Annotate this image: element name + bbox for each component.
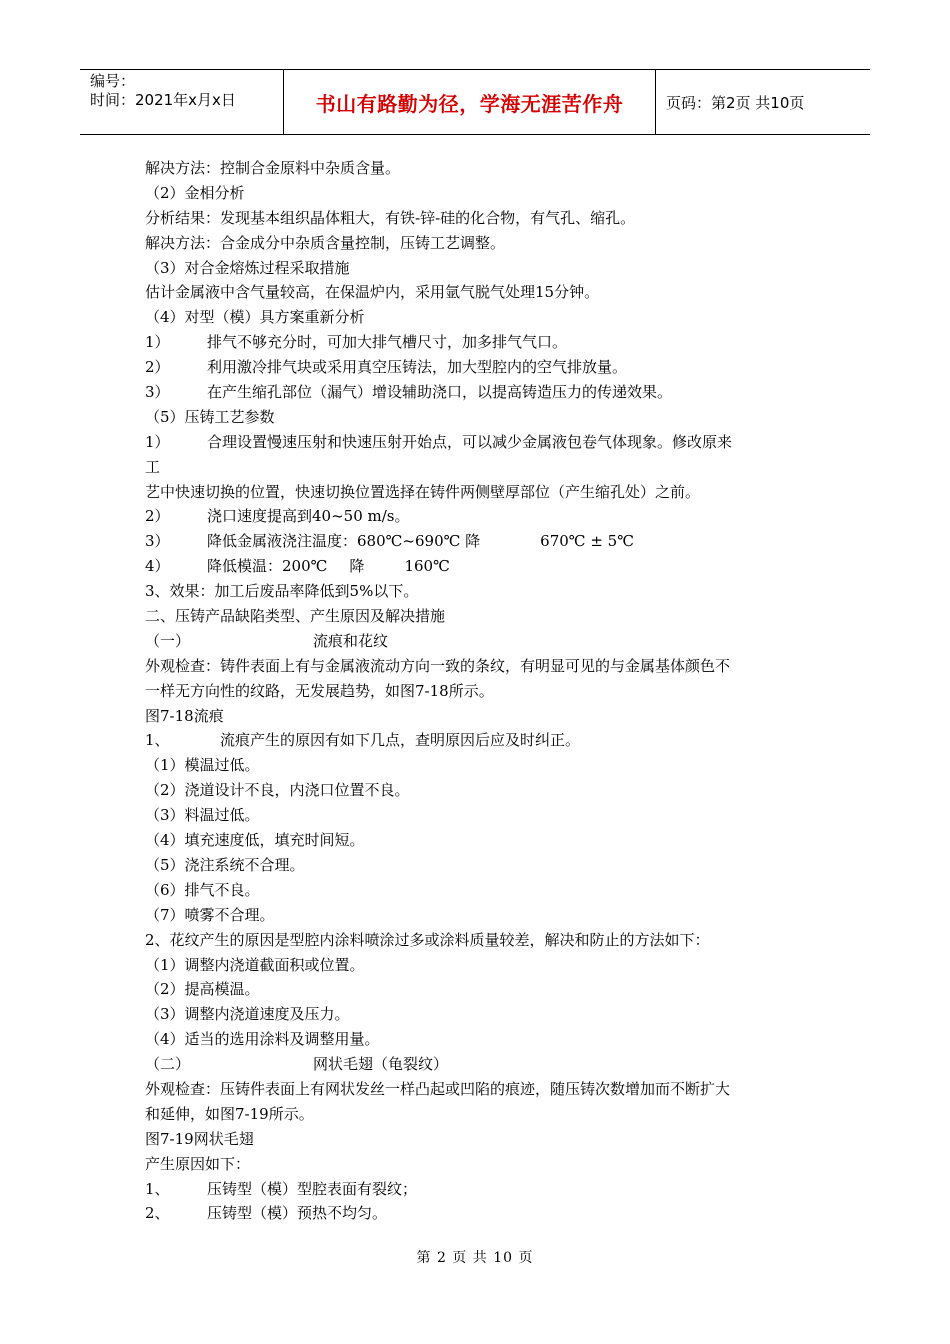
list-text: 流痕产生的原因有如下几点，查明原因后应及时纠正。: [220, 731, 581, 750]
header-meta: [80, 70, 283, 134]
header-motto-cell: [283, 70, 656, 134]
list-number: 1）: [145, 333, 170, 352]
list-item: [145, 504, 810, 529]
body-line: 分析结果：发现基本组织晶体粗大，有铁-锌-硅的化合物，有气孔、缩孔。: [145, 208, 636, 227]
body-line: 一样无方向性的纹路，无发展趋势，如图7-18所示。: [145, 681, 494, 700]
list-number: 2）: [145, 358, 170, 377]
list-number: 2、: [145, 1204, 170, 1223]
list-text: 670℃ ± 5℃: [540, 532, 635, 551]
list-item: （4）适当的选用涂料及调整用量。: [145, 1030, 380, 1049]
list-item: （1）调整内浇道截面积或位置。: [145, 955, 365, 974]
list-item: [145, 330, 810, 355]
list-item: （2）浇道设计不良，内浇口位置不良。: [145, 781, 410, 800]
list-number: （二）: [145, 1055, 191, 1074]
page-footer: 第 2 页 共 10 页: [416, 1250, 534, 1266]
list-number: 1）: [145, 432, 170, 451]
list-item: [145, 1177, 810, 1202]
section-heading: （4）对型（模）具方案重新分析: [145, 308, 365, 327]
list-item: （6）排气不良。: [145, 880, 260, 899]
list-item: [145, 380, 810, 405]
body-line: 解决方法：合金成分中杂质含量控制，压铸工艺调整。: [145, 233, 506, 252]
document-body: [145, 156, 810, 1226]
body-line: 工: [145, 457, 161, 476]
list-item: [145, 728, 810, 753]
figure-caption: 图7-19网状毛翅: [145, 1129, 254, 1148]
list-number: （一）: [145, 631, 191, 650]
body-line: 2、花纹产生的原因是型腔内涂料喷涂过多或涂料质量较差，解决和防止的方法如下：: [145, 930, 710, 949]
list-item: （1）模温过低。: [145, 756, 260, 775]
list-item: （3）料温过低。: [145, 806, 260, 825]
header-page-info: [656, 70, 870, 134]
list-text: 网状毛翅（龟裂纹）: [313, 1055, 449, 1074]
body-line: 艺中快速切换的位置，快速切换位置选择在铸件两侧壁厚部位（产生缩孔处）之前。: [145, 482, 701, 501]
list-text: 压铸型（模）型腔表面有裂纹；: [207, 1179, 418, 1198]
list-text: 排气不够充分时，可加大排气槽尺寸，加多排气气口。: [207, 333, 568, 352]
list-number: 1、: [145, 731, 170, 750]
body-line: 估计金属液中含气量较高，在保温炉内，采用氩气脱气处理15分钟。: [145, 283, 600, 302]
list-text: 合理设置慢速压射和快速压射开始点，可以减少金属液包卷气体现象。修改原来: [207, 432, 733, 451]
page-header: [80, 69, 870, 135]
list-text: 流痕和花纹: [313, 631, 389, 650]
list-item: [145, 355, 810, 380]
section-heading: （5）压铸工艺参数: [145, 407, 275, 426]
body-line: 和延伸，如图7-19所示。: [145, 1104, 314, 1123]
list-item: [145, 430, 810, 455]
list-item: （2）提高模温。: [145, 980, 260, 999]
list-number: 1、: [145, 1179, 170, 1198]
list-item: [145, 554, 810, 579]
figure-caption: 图7-18流痕: [145, 706, 224, 725]
list-text: 利用激冷排气块或采用真空压铸法，加大型腔内的空气排放量。: [207, 358, 628, 377]
list-item: [145, 529, 810, 554]
doc-date: 时间：2021年x月x日: [90, 91, 236, 109]
list-text: 降低模温：200℃: [207, 557, 328, 576]
list-item: [145, 1201, 810, 1226]
body-line: 3、效果：加工后废品率降低到5%以下。: [145, 582, 419, 601]
list-text: 在产生缩孔部位（漏气）增设辅助浇口，以提高铸造压力的传递效果。: [207, 383, 673, 402]
list-text: 降: [349, 557, 365, 576]
list-item: （3）调整内浇道速度及压力。: [145, 1005, 350, 1024]
list-text: 压铸型（模）预热不均匀。: [207, 1204, 388, 1223]
page-number-text: 页码：第2页 共10页: [666, 93, 805, 112]
subsection-heading: [145, 629, 810, 654]
list-number: 3）: [145, 532, 170, 551]
list-text: 浇口速度提高到40~50 m/s。: [207, 507, 410, 526]
list-item: （5）浇注系统不合理。: [145, 855, 305, 874]
body-line: 产生原因如下：: [145, 1154, 251, 1173]
list-number: 2）: [145, 507, 170, 526]
doc-number-label: 编号：: [90, 72, 136, 90]
section-heading: （3）对合金熔炼过程采取措施: [145, 258, 350, 277]
body-line: 解决方法：控制合金原料中杂质含量。: [145, 159, 401, 177]
subsection-heading: [145, 1052, 810, 1077]
list-number: 3）: [145, 383, 170, 402]
section-heading: （2）金相分析: [145, 183, 245, 202]
body-line: 外观检查：铸件表面上有与金属液流动方向一致的条纹，有明显可见的与金属基体颜色不: [145, 656, 731, 675]
body-line: 外观检查：压铸件表面上有网状发丝一样凸起或凹陷的痕迹，随压铸次数增加而不断扩大: [145, 1079, 731, 1098]
list-item: （4）填充速度低，填充时间短。: [145, 831, 365, 850]
header-motto: 书山有路勤为径，学海无涯苦作舟: [315, 91, 624, 116]
list-number: 4）: [145, 557, 170, 576]
list-text: 降低金属液浇注温度：680℃~690℃ 降: [207, 532, 481, 551]
list-text: 160℃: [404, 557, 450, 576]
list-item: （7）喷雾不合理。: [145, 905, 275, 924]
chapter-heading: 二、压铸产品缺陷类型、产生原因及解决措施: [145, 607, 446, 626]
